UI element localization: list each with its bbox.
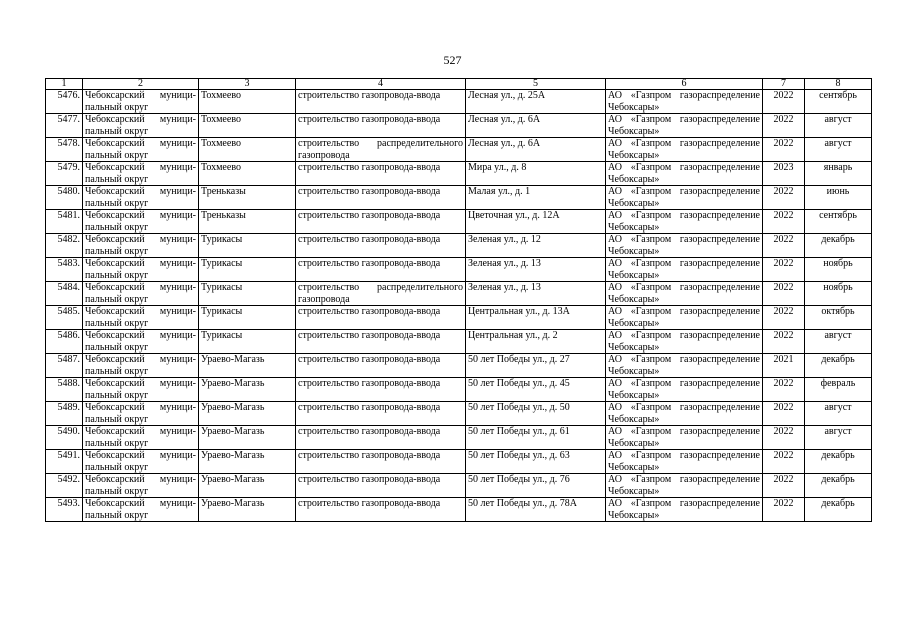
- year-cell: 2022: [763, 450, 805, 474]
- table-row: [46, 498, 872, 522]
- settlement-cell: Ураево-Магазь: [199, 426, 296, 450]
- table-row: [46, 402, 872, 426]
- year-cell: 2022: [763, 90, 805, 114]
- month-cell: февраль: [805, 378, 872, 402]
- year-cell: 2022: [763, 138, 805, 162]
- municipality-cell: Чебоксарский муници-пальный округ: [83, 186, 199, 210]
- table-row: [46, 234, 872, 258]
- work-type-cell: строительство газопровода-ввода: [296, 186, 466, 210]
- organization-cell: АО «Газпром газораспределение Чебоксары»: [606, 162, 763, 186]
- table-row: [46, 474, 872, 498]
- settlement-cell: Тохмеево: [199, 90, 296, 114]
- address-cell: Центральная ул., д. 13А: [466, 306, 606, 330]
- address-cell: Зеленая ул., д. 13: [466, 258, 606, 282]
- work-type-cell: строительство газопровода-ввода: [296, 114, 466, 138]
- municipality-cell: Чебоксарский муници-пальный округ: [83, 234, 199, 258]
- row-number-cell: 5490.: [46, 426, 83, 450]
- row-number-cell: 5476.: [46, 90, 83, 114]
- table-row: [46, 114, 872, 138]
- work-type-cell: строительство газопровода-ввода: [296, 354, 466, 378]
- row-number-cell: 5492.: [46, 474, 83, 498]
- row-number-cell: 5479.: [46, 162, 83, 186]
- year-cell: 2022: [763, 426, 805, 450]
- municipality-cell: Чебоксарский муници-пальный округ: [83, 210, 199, 234]
- organization-cell: АО «Газпром газораспределение Чебоксары»: [606, 498, 763, 522]
- year-cell: 2022: [763, 402, 805, 426]
- month-cell: декабрь: [805, 498, 872, 522]
- municipality-cell: Чебоксарский муници-пальный округ: [83, 378, 199, 402]
- table-row: [46, 186, 872, 210]
- row-number-cell: 5484.: [46, 282, 83, 306]
- year-cell: 2022: [763, 114, 805, 138]
- table-row: [46, 90, 872, 114]
- organization-cell: АО «Газпром газораспределение Чебоксары»: [606, 306, 763, 330]
- work-type-cell: строительство газопровода-ввода: [296, 378, 466, 402]
- organization-cell: АО «Газпром газораспределение Чебоксары»: [606, 330, 763, 354]
- month-cell: август: [805, 426, 872, 450]
- table-row: [46, 330, 872, 354]
- year-cell: 2022: [763, 282, 805, 306]
- column-header: 1: [46, 79, 83, 90]
- year-cell: 2022: [763, 258, 805, 282]
- month-cell: сентябрь: [805, 90, 872, 114]
- month-cell: июнь: [805, 186, 872, 210]
- organization-cell: АО «Газпром газораспределение Чебоксары»: [606, 378, 763, 402]
- organization-cell: АО «Газпром газораспределение Чебоксары»: [606, 282, 763, 306]
- municipality-cell: Чебоксарский муници-пальный округ: [83, 138, 199, 162]
- settlement-cell: Турикасы: [199, 234, 296, 258]
- municipality-cell: Чебоксарский муници-пальный округ: [83, 474, 199, 498]
- year-cell: 2022: [763, 378, 805, 402]
- work-type-cell: строительство газопровода-ввода: [296, 330, 466, 354]
- month-cell: декабрь: [805, 474, 872, 498]
- organization-cell: АО «Газпром газораспределение Чебоксары»: [606, 90, 763, 114]
- month-cell: ноябрь: [805, 282, 872, 306]
- month-cell: декабрь: [805, 234, 872, 258]
- column-header: 8: [805, 79, 872, 90]
- work-type-cell: строительство распределительного газопровода: [296, 282, 466, 306]
- column-header: 3: [199, 79, 296, 90]
- address-cell: Цветочная ул., д. 12А: [466, 210, 606, 234]
- municipality-cell: Чебоксарский муници-пальный округ: [83, 402, 199, 426]
- organization-cell: АО «Газпром газораспределение Чебоксары»: [606, 258, 763, 282]
- address-cell: Лесная ул., д. 25А: [466, 90, 606, 114]
- address-cell: 50 лет Победы ул., д. 61: [466, 426, 606, 450]
- municipality-cell: Чебоксарский муници-пальный округ: [83, 426, 199, 450]
- organization-cell: АО «Газпром газораспределение Чебоксары»: [606, 354, 763, 378]
- work-type-cell: строительство газопровода-ввода: [296, 474, 466, 498]
- row-number-cell: 5486.: [46, 330, 83, 354]
- table-row: [46, 162, 872, 186]
- work-type-cell: строительство газопровода-ввода: [296, 498, 466, 522]
- column-number-row: [46, 79, 872, 90]
- organization-cell: АО «Газпром газораспределение Чебоксары»: [606, 426, 763, 450]
- settlement-cell: Тохмеево: [199, 162, 296, 186]
- page-number: 527: [443, 53, 462, 67]
- organization-cell: АО «Газпром газораспределение Чебоксары»: [606, 186, 763, 210]
- row-number-cell: 5487.: [46, 354, 83, 378]
- address-cell: Зеленая ул., д. 13: [466, 282, 606, 306]
- address-cell: Центральная ул., д. 2: [466, 330, 606, 354]
- settlement-cell: Турикасы: [199, 258, 296, 282]
- municipality-cell: Чебоксарский муници-пальный округ: [83, 306, 199, 330]
- table-row: [46, 258, 872, 282]
- settlement-cell: Ураево-Магазь: [199, 498, 296, 522]
- municipality-cell: Чебоксарский муници-пальный округ: [83, 258, 199, 282]
- month-cell: август: [805, 402, 872, 426]
- row-number-cell: 5488.: [46, 378, 83, 402]
- organization-cell: АО «Газпром газораспределение Чебоксары»: [606, 402, 763, 426]
- row-number-cell: 5482.: [46, 234, 83, 258]
- address-cell: 50 лет Победы ул., д. 45: [466, 378, 606, 402]
- address-cell: Лесная ул., д. 6А: [466, 138, 606, 162]
- row-number-cell: 5483.: [46, 258, 83, 282]
- work-type-cell: строительство газопровода-ввода: [296, 306, 466, 330]
- settlement-cell: Турикасы: [199, 282, 296, 306]
- settlement-cell: Тохмеево: [199, 138, 296, 162]
- address-cell: Мира ул., д. 8: [466, 162, 606, 186]
- settlement-cell: Ураево-Магазь: [199, 354, 296, 378]
- table-row: [46, 210, 872, 234]
- year-cell: 2022: [763, 186, 805, 210]
- work-type-cell: строительство газопровода-ввода: [296, 234, 466, 258]
- table-row: [46, 306, 872, 330]
- row-number-cell: 5480.: [46, 186, 83, 210]
- year-cell: 2021: [763, 354, 805, 378]
- settlement-cell: Турикасы: [199, 306, 296, 330]
- table-row: [46, 378, 872, 402]
- month-cell: октябрь: [805, 306, 872, 330]
- work-type-cell: строительство газопровода-ввода: [296, 258, 466, 282]
- municipality-cell: Чебоксарский муници-пальный округ: [83, 282, 199, 306]
- year-cell: 2022: [763, 306, 805, 330]
- work-type-cell: строительство газопровода-ввода: [296, 402, 466, 426]
- table-row: [46, 282, 872, 306]
- settlement-cell: Ураево-Магазь: [199, 402, 296, 426]
- address-cell: Малая ул., д. 1: [466, 186, 606, 210]
- table-row: [46, 426, 872, 450]
- settlement-cell: Треньказы: [199, 186, 296, 210]
- address-cell: Лесная ул., д. 6А: [466, 114, 606, 138]
- address-cell: 50 лет Победы ул., д. 63: [466, 450, 606, 474]
- settlement-cell: Треньказы: [199, 210, 296, 234]
- month-cell: январь: [805, 162, 872, 186]
- municipality-cell: Чебоксарский муници-пальный округ: [83, 498, 199, 522]
- address-cell: 50 лет Победы ул., д. 27: [466, 354, 606, 378]
- municipality-cell: Чебоксарский муници-пальный округ: [83, 330, 199, 354]
- month-cell: декабрь: [805, 450, 872, 474]
- row-number-cell: 5485.: [46, 306, 83, 330]
- municipality-cell: Чебоксарский муници-пальный округ: [83, 90, 199, 114]
- row-number-cell: 5493.: [46, 498, 83, 522]
- address-cell: 50 лет Победы ул., д. 50: [466, 402, 606, 426]
- column-header: 2: [83, 79, 199, 90]
- municipality-cell: Чебоксарский муници-пальный округ: [83, 450, 199, 474]
- gasification-table: [45, 78, 872, 522]
- settlement-cell: Турикасы: [199, 330, 296, 354]
- row-number-cell: 5478.: [46, 138, 83, 162]
- municipality-cell: Чебоксарский муници-пальный округ: [83, 162, 199, 186]
- column-header: 6: [606, 79, 763, 90]
- organization-cell: АО «Газпром газораспределение Чебоксары»: [606, 234, 763, 258]
- organization-cell: АО «Газпром газораспределение Чебоксары»: [606, 450, 763, 474]
- work-type-cell: строительство газопровода-ввода: [296, 426, 466, 450]
- table-row: [46, 138, 872, 162]
- row-number-cell: 5477.: [46, 114, 83, 138]
- row-number-cell: 5489.: [46, 402, 83, 426]
- column-header: 5: [466, 79, 606, 90]
- work-type-cell: строительство газопровода-ввода: [296, 162, 466, 186]
- month-cell: август: [805, 138, 872, 162]
- table-row: [46, 450, 872, 474]
- organization-cell: АО «Газпром газораспределение Чебоксары»: [606, 210, 763, 234]
- year-cell: 2022: [763, 498, 805, 522]
- organization-cell: АО «Газпром газораспределение Чебоксары»: [606, 114, 763, 138]
- municipality-cell: Чебоксарский муници-пальный округ: [83, 114, 199, 138]
- work-type-cell: строительство газопровода-ввода: [296, 90, 466, 114]
- month-cell: сентябрь: [805, 210, 872, 234]
- month-cell: август: [805, 330, 872, 354]
- table-row: [46, 354, 872, 378]
- address-cell: 50 лет Победы ул., д. 76: [466, 474, 606, 498]
- month-cell: ноябрь: [805, 258, 872, 282]
- settlement-cell: Ураево-Магазь: [199, 450, 296, 474]
- settlement-cell: Тохмеево: [199, 114, 296, 138]
- work-type-cell: строительство газопровода-ввода: [296, 210, 466, 234]
- year-cell: 2022: [763, 330, 805, 354]
- year-cell: 2022: [763, 210, 805, 234]
- year-cell: 2023: [763, 162, 805, 186]
- settlement-cell: Ураево-Магазь: [199, 378, 296, 402]
- municipality-cell: Чебоксарский муници-пальный округ: [83, 354, 199, 378]
- organization-cell: АО «Газпром газораспределение Чебоксары»: [606, 138, 763, 162]
- settlement-cell: Ураево-Магазь: [199, 474, 296, 498]
- year-cell: 2022: [763, 474, 805, 498]
- address-cell: Зеленая ул., д. 12: [466, 234, 606, 258]
- column-header: 7: [763, 79, 805, 90]
- organization-cell: АО «Газпром газораспределение Чебоксары»: [606, 474, 763, 498]
- column-header: 4: [296, 79, 466, 90]
- work-type-cell: строительство распределительного газопровода: [296, 138, 466, 162]
- row-number-cell: 5491.: [46, 450, 83, 474]
- address-cell: 50 лет Победы ул., д. 78А: [466, 498, 606, 522]
- year-cell: 2022: [763, 234, 805, 258]
- month-cell: декабрь: [805, 354, 872, 378]
- table-body: [46, 79, 872, 522]
- work-type-cell: строительство газопровода-ввода: [296, 450, 466, 474]
- month-cell: август: [805, 114, 872, 138]
- row-number-cell: 5481.: [46, 210, 83, 234]
